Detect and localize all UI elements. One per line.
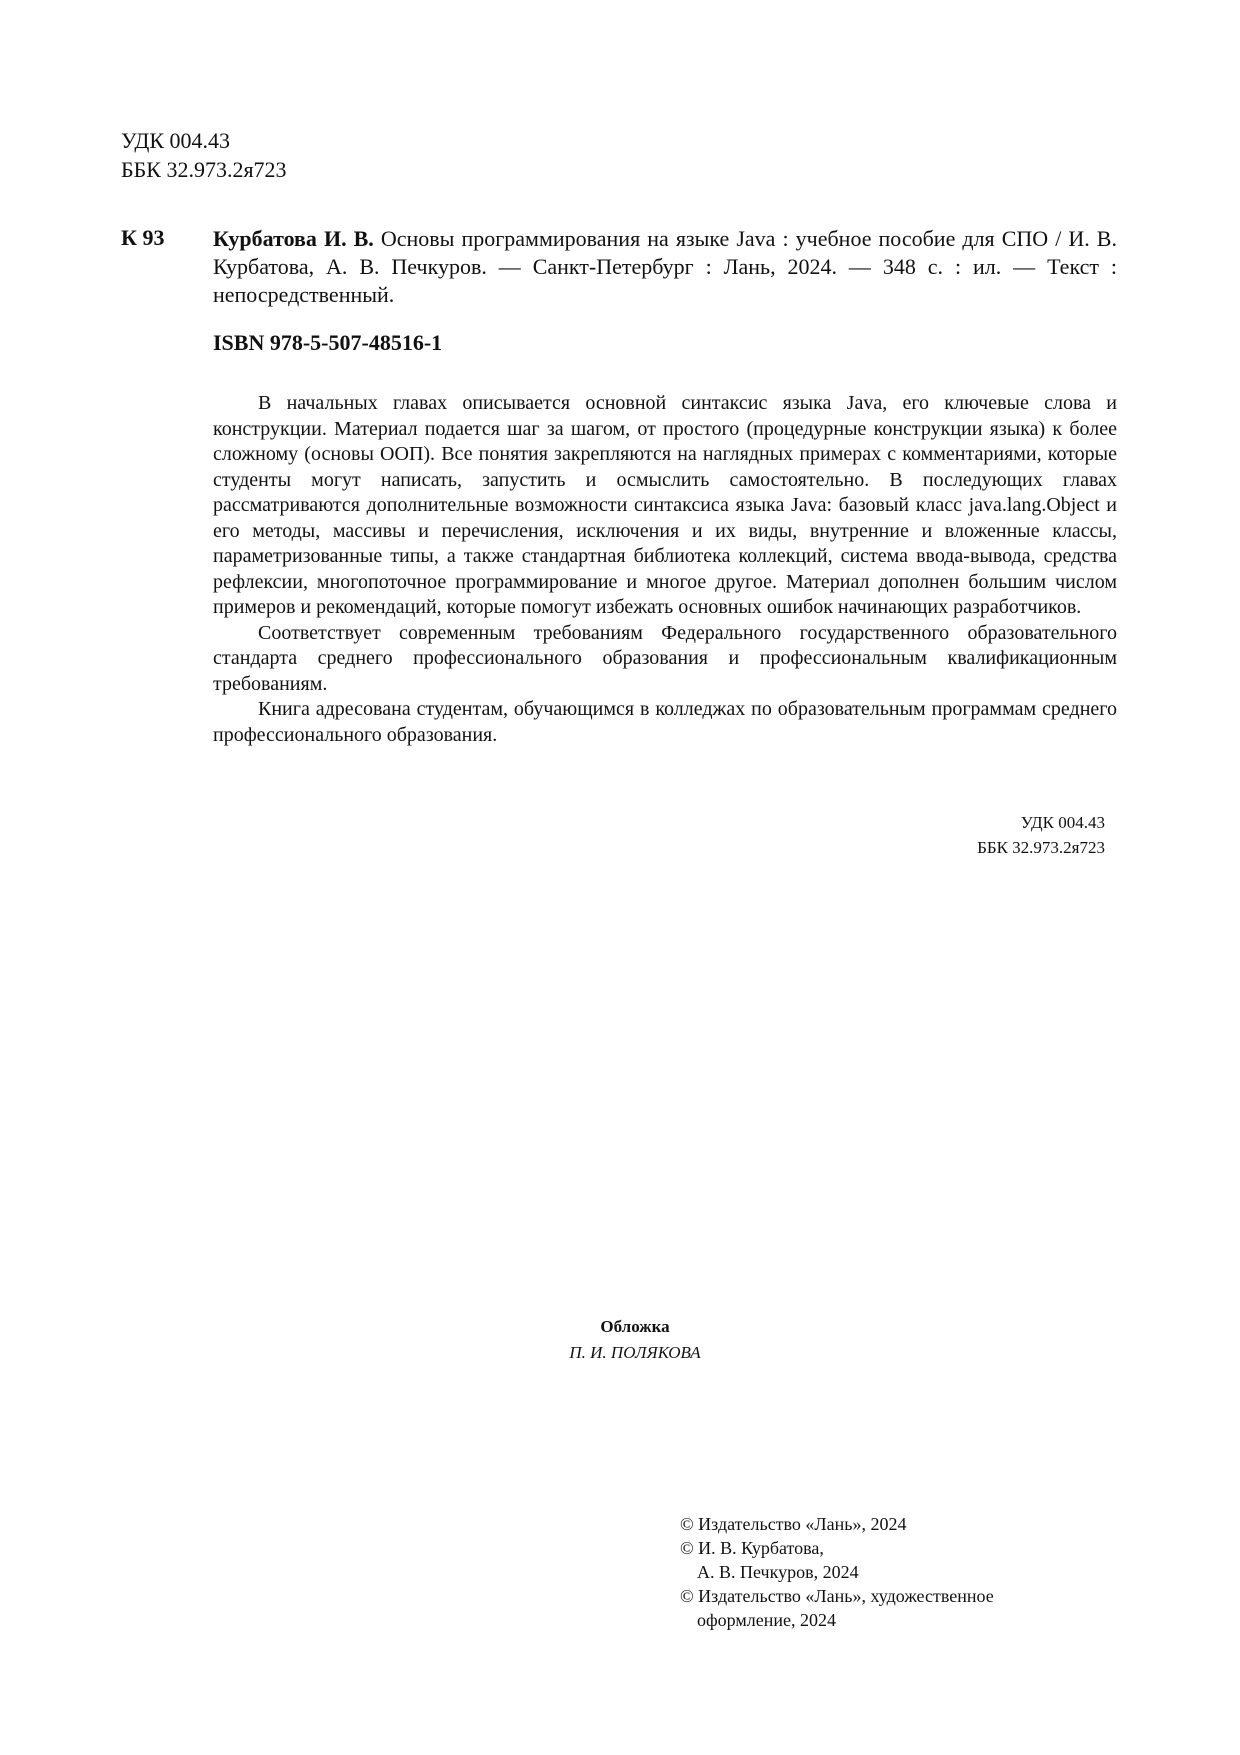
udk-code: УДК 004.43	[121, 128, 231, 153]
copyright-block	[680, 1512, 994, 1632]
abstract-paragraph: В начальных главах описывается основной синтаксис языка Java, его ключевые слова и конструкции. Материал подается шаг за шагом, от простого (процедурные конструкции языка) к более сложному (основы ООП). Все понятия закрепляются на наглядных примерах с комментариями, которые студенты могут написать, запустить и осмыслить самостоятельно. В последующих главах рассматриваются дополнительные возможности синтаксиса языка Java: базовый класс java.lang.Object и его методы, массивы и перечисления, исключения и их виды, внутренние и вложенные классы, параметризованные типы, а также стандартная библиотека коллекций, система ввода-вывода, средства рефлексии, многопоточное программирование и многое другое. Материал дополнен большим числом примеров и рекомендаций, которые помогут избежать основных ошибок начинающих разработчиков.	[213, 392, 1117, 618]
abstract-paragraph: Книга адресована студентам, обучающимся в колледжах по образовательным программам среднего профессионального образования.	[213, 698, 1117, 746]
bbk-code: ББК 32.973.2я723	[977, 838, 1105, 857]
copyright-line: А. В. Печкуров, 2024	[697, 1562, 859, 1582]
copyright-line: оформление, 2024	[697, 1610, 837, 1630]
abstract-paragraph: Соответствует современным требованиям Федерального государственного образовательного стандарта среднего профессионального образования и профессиональным квалификационным требованиям.	[213, 621, 1117, 695]
author-code: К 93	[121, 225, 165, 250]
cover-designer: П. И. ПОЛЯКОВА	[569, 1343, 701, 1362]
cover-credit	[520, 1314, 750, 1366]
cover-title: Обложка	[600, 1317, 670, 1336]
record-author: Курбатова И. В.	[213, 226, 374, 251]
abstract	[213, 391, 1117, 748]
classification-top	[121, 126, 287, 184]
copyright-line: © Издательство «Лань», 2024	[680, 1514, 907, 1534]
classification-bottom	[900, 810, 1105, 860]
copyright-line: © И. В. Курбатова,	[680, 1538, 824, 1558]
udk-code: УДК 004.43	[1020, 813, 1105, 832]
record-text: Основы программирования на языке Java : учебное пособие для СПО / И. В. Курбатова, А. В. Печкуров. — Санкт-Петербург : Лань, 2024. — 348 с. : ил. — Текст : непосредственный.	[213, 226, 1117, 307]
copyright-line: © Издательство «Лань», художественное	[680, 1586, 994, 1606]
bibliographic-record	[213, 225, 1117, 309]
isbn: ISBN 978-5-507-48516-1	[213, 330, 443, 355]
bbk-code: ББК 32.973.2я723	[121, 157, 287, 182]
